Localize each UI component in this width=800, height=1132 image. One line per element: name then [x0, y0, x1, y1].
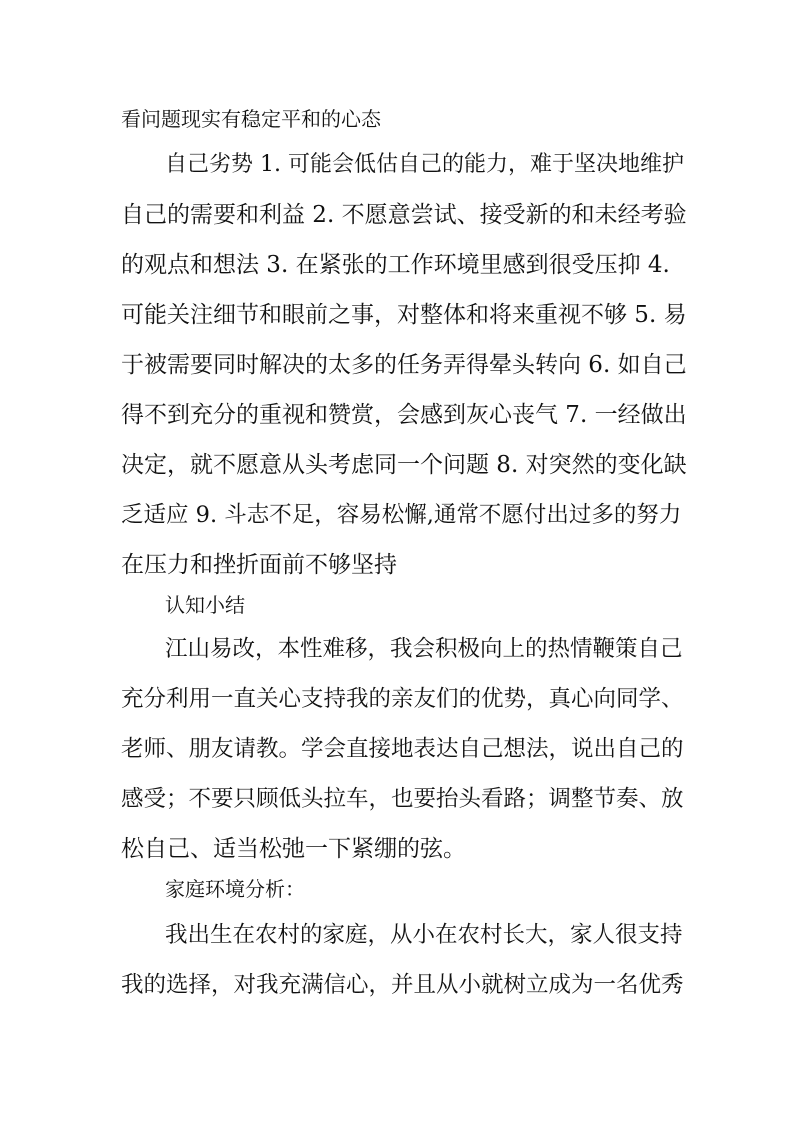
text-line: 感受；不要只顾低头拉车，也要抬头看路；调整节奏、放 — [121, 786, 684, 812]
paragraph-first-line: 自己劣势 1. 可能会低估自己的能力，难于坚决地维护 — [165, 152, 684, 177]
paragraph-first-line: 江山易改，本性难移，我会积极向上的热情鞭策自己 — [165, 636, 683, 662]
text-line: 可能关注细节和眼前之事，对整体和将来重视不够 5. 易 — [121, 302, 687, 328]
text-line: 老师、朋友请教。学会直接地表达自己想法，说出自己的 — [121, 736, 684, 762]
text-line: 在压力和挫折面前不够坚持 — [121, 552, 397, 578]
section-heading: 家庭环境分析： — [165, 877, 305, 901]
text-line: 自己的需要和利益 2. 不愿意尝试、接受新的和未经考验 — [121, 202, 687, 228]
text-line: 看问题现实有稳定平和的心态 — [121, 107, 381, 131]
text-line: 松自己、适当松弛一下紧绷的弦。 — [121, 836, 466, 862]
section-heading: 认知小结 — [165, 593, 245, 617]
text-line: 决定，就不愿意从头考虑同一个问题 8. 对突然的变化缺 — [121, 452, 687, 478]
paragraph-first-line: 我出生在农村的家庭，从小在农村长大，家人很支持 — [165, 922, 683, 948]
text-line: 乏适应 9. 斗志不足，容易松懈,通常不愿付出过多的努力 — [121, 502, 682, 528]
text-line: 我的选择，对我充满信心，并且从小就树立成为一名优秀 — [121, 972, 684, 998]
text-line: 充分利用一直关心支持我的亲友们的优势，真心向同学、 — [121, 686, 684, 712]
text-line: 的观点和想法 3. 在紧张的工作环境里感到很受压抑 4. — [121, 252, 670, 278]
text-line: 于被需要同时解决的太多的任务弄得晕头转向 6. 如自己 — [121, 352, 687, 378]
text-line: 得不到充分的重视和赞赏，会感到灰心丧气 7. 一经做出 — [121, 402, 687, 428]
